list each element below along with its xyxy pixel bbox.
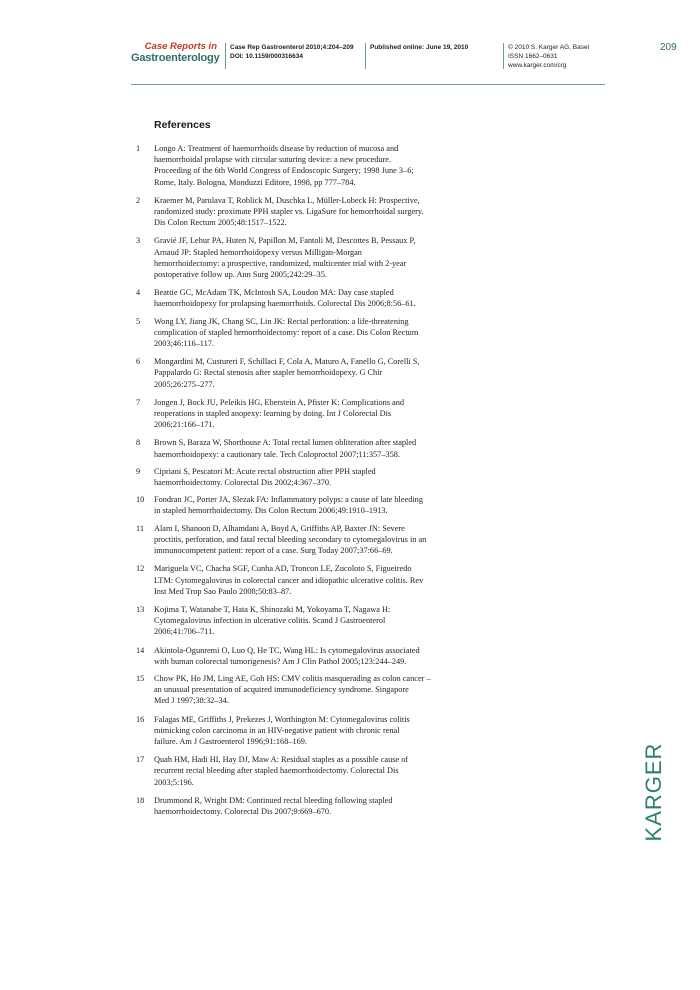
journal-logo[interactable] (131, 42, 221, 65)
reference-number: 14 (136, 645, 145, 655)
reference-line: 2005;26:275–277. (154, 379, 215, 389)
publication-date-block (365, 43, 500, 69)
reference-line: Med J 1997;38:32–34. (154, 696, 229, 706)
reference-number: 6 (136, 357, 141, 367)
reference-item (130, 287, 490, 309)
reference-line: Drummond R, Wright DM: Continued rectal bleeding following stapled (154, 795, 393, 805)
reference-item (130, 604, 490, 638)
reference-text (154, 754, 490, 788)
references-heading: References (154, 119, 211, 131)
reference-line: complication of stapled hemorrhoidectomy: report of a case. Dis Colon Rectum (154, 327, 419, 337)
reference-line: Beattie GC, McAdam TK, McIntosh SA, Loudon MA: Day case stapled (154, 288, 394, 298)
reference-number: 18 (136, 795, 145, 805)
reference-line: Cipriani S, Pescatori M: Acute rectal obstruction after PPH stapled (154, 466, 376, 476)
doi: DOI: 10.1159/000316634 (230, 53, 304, 60)
reference-line: mimicking colon carcinoma in an HIV-negative patient with chronic renal (154, 725, 400, 735)
reference-number: 11 (136, 523, 144, 533)
reference-line: recurrent rectal bleeding after stapled haemorrhoidectomy. Colorectal Dis (154, 766, 399, 776)
reference-number: 15 (136, 673, 145, 683)
page-number: 209 (660, 42, 677, 53)
reference-line: failure. Am J Gastroenterol 1996;91:168–169. (154, 736, 308, 746)
reference-number: 13 (136, 604, 145, 614)
reference-line: 2003;5:196. (154, 777, 194, 787)
reference-line: randomized study: proximate PPH stapler vs. LigaSure for hemorrhoidal surgery. (154, 207, 424, 217)
reference-item (130, 563, 490, 597)
reference-line: Arnaud JP: Stapled hemorrhoidopexy versus Milligan-Morgan (154, 247, 362, 257)
reference-item (130, 714, 490, 748)
reference-line: Gravié JF, Lehur PA, Huten N, Papillon M, Fantoli M, Descottes B, Pessaux P, (154, 236, 416, 246)
reference-number: 16 (136, 714, 145, 724)
citation-block (225, 43, 360, 69)
reference-line: Alam I, Shanoon D, Alhamdani A, Boyd A, Griffiths AP, Baxter JN: Severe (154, 523, 405, 533)
reference-item (130, 437, 490, 459)
reference-text (154, 316, 490, 350)
reference-text (154, 397, 490, 431)
reference-line: an unusual presentation of acquired immunodeficiency syndrome. Singapore (154, 685, 409, 695)
journal-url[interactable]: www.karger.com/crg (508, 62, 567, 69)
page-header (131, 40, 605, 85)
reference-text (154, 714, 490, 748)
reference-text (154, 235, 490, 280)
reference-line: haemorrhoidopexy for prolapsing haemorrhoids. Colorectal Dis 2006;8:56–61. (154, 299, 416, 309)
reference-item (130, 143, 490, 188)
reference-text (154, 563, 490, 597)
karger-logo-text: KARGER (641, 742, 666, 842)
reference-line: Falagas ME, Griffiths J, Prekezes J, Worthington M: Cytomegalovirus colitis (154, 714, 410, 724)
journal-logo-line2: Gastroenterology (131, 52, 220, 64)
reference-line: Pappalardo G: Rectal stenosis after stapler hemorrhoidopexy. G Chir (154, 368, 383, 378)
reference-number: 10 (136, 495, 145, 505)
reference-text (154, 195, 490, 229)
reference-number: 1 (136, 144, 141, 153)
reference-line: Longo A: Treatment of haemorrhoids disease by reduction of mucosa and (154, 144, 399, 153)
reference-line: Brown S, Baraza W, Shorthouse A: Total rectal lumen obliteration after stapled (154, 438, 417, 448)
reference-text (154, 437, 490, 459)
reference-line: Akintola-Ogunremi O, Luo Q, He TC, Wang HL: Is cytomegalovirus associated (154, 645, 420, 655)
reference-line: haemorrhoidectomy. Colorectal Dis 2007;9:669–670. (154, 806, 332, 816)
copyright: © 2010 S. Karger AG, Basel (508, 44, 590, 51)
reference-line: reoperations in stapled anopexy: learning by doing. Int J Colorectal Dis (154, 409, 392, 419)
reference-line: Inst Med Trop Sao Paulo 2008;50:83–87. (154, 586, 292, 596)
reference-line: Rome, Italy. Bologna, Monduzzi Editore, 1998, pp 777–784. (154, 177, 356, 187)
copyright-block (503, 43, 608, 69)
reference-item (130, 523, 490, 557)
reference-item (130, 466, 490, 488)
reference-item (130, 494, 490, 516)
reference-item (130, 645, 490, 667)
published-date: Published online: June 19, 2010 (370, 44, 469, 51)
reference-line: haemorrhoidectomy. Colorectal Dis 2002;4:367–370. (154, 478, 332, 488)
reference-list (130, 143, 490, 823)
reference-line: 2003;46:116–117. (154, 339, 214, 349)
journal-logo-line1: Case Reports in (144, 41, 217, 52)
reference-item (130, 397, 490, 431)
reference-line: 2006;41:706–711. (154, 627, 215, 637)
reference-line: Chow PK, Ho JM, Ling AE, Goh HS: CMV colitis masquerading as colon cancer – (154, 673, 431, 683)
reference-item (130, 356, 490, 390)
reference-text (154, 494, 490, 516)
reference-text (154, 143, 490, 188)
reference-line: hemorrhoidectomy: a prospective, randomized, multicenter trial with 2-year (154, 258, 407, 268)
karger-logo[interactable] (641, 736, 667, 848)
reference-line: LTM: Cytomegalovirus in colorectal cancer and idiopathic ulcerative colitis. Rev (154, 575, 424, 585)
reference-line: Kojima T, Watanabe T, Hata K, Shinozaki M, Yokoyama T, Nagawa H: (154, 604, 391, 614)
reference-line: Wong LY, Jiang JK, Chang SC, Lin JK: Rectal perforation: a life-threatening (154, 316, 409, 326)
reference-number: 17 (136, 755, 145, 765)
reference-line: Proceeding of the 6th World Congress of Endoscopic Surgery; 1998 June 3–6; (154, 166, 414, 176)
reference-line: postoperative follow up. Ann Surg 2005;242:29–35. (154, 270, 327, 280)
reference-line: proctitis, perforation, and fatal rectal bleeding secondary to cytomegalovirus in an (154, 534, 427, 544)
reference-text (154, 673, 490, 707)
reference-line: haemorrhoidal prolapse with circular suturing device: a new procedure. (154, 155, 392, 165)
reference-text (154, 356, 490, 390)
reference-number: 4 (136, 288, 141, 298)
reference-line: with human colorectal tumorigenesis? Am J Clin Pathol 2005;123:244–249. (154, 656, 407, 666)
reference-text (154, 523, 490, 557)
issn: ISSN 1662–0631 (508, 53, 558, 60)
reference-item (130, 673, 490, 707)
reference-line: Mongardini M, Custureri F, Schillaci F, Cola A, Maturo A, Fanello G, Corelli S, (154, 357, 420, 367)
reference-line: Jongen J, Bock JU, Peleikis HG, Eberstein A, Pfister K: Complications and (154, 397, 405, 407)
reference-text (154, 287, 490, 309)
reference-line: immunocompetent patient: report of a case. Surg Today 2007;37:66–69. (154, 546, 393, 556)
reference-line: Cytomegalovirus infection in ulcerative colitis. Scand J Gastroenterol (154, 616, 386, 626)
reference-item (130, 316, 490, 350)
reference-number: 2 (136, 195, 141, 205)
reference-number: 5 (136, 316, 141, 326)
reference-number: 12 (136, 564, 145, 574)
reference-line: 2006;21:166–171. (154, 420, 215, 430)
reference-number: 8 (136, 438, 141, 448)
reference-line: Quah HM, Hadi HI, Hay DJ, Maw A: Residual staples as a possible cause of (154, 755, 409, 765)
reference-line: Fondran JC, Porter JA, Slezak FA: Inflammatory polyps: a cause of late bleeding (154, 495, 423, 505)
reference-item (130, 795, 490, 817)
reference-line: Dis Colon Rectum 2005;48:1517–1522. (154, 218, 287, 228)
reference-item (130, 195, 490, 229)
reference-item (130, 235, 490, 280)
reference-text (154, 466, 490, 488)
reference-number: 9 (136, 466, 141, 476)
reference-text (154, 604, 490, 638)
citation: Case Rep Gastroenterol 2010;4:204–209 (230, 44, 354, 51)
reference-text (154, 795, 490, 817)
reference-text (154, 645, 490, 667)
reference-line: Mariguela VC, Chacha SGF, Cunha AD, Troncon LE, Zucoloto S, Figueiredo (154, 564, 412, 574)
reference-number: 7 (136, 397, 141, 407)
reference-line: Kraemer M, Parulava T, Roblick M, Duschka L, Müller-Lobeck H: Prospective, (154, 195, 420, 205)
reference-line: haemorrhoidopexy: a cautionary tale. Tech Coloproctol 2007;11:357–358. (154, 449, 400, 459)
reference-number: 3 (136, 236, 141, 246)
reference-line: in stapled hemorrhoidectomy. Dis Colon Rectum 2006;49:1910–1913. (154, 506, 388, 516)
reference-item (130, 754, 490, 788)
